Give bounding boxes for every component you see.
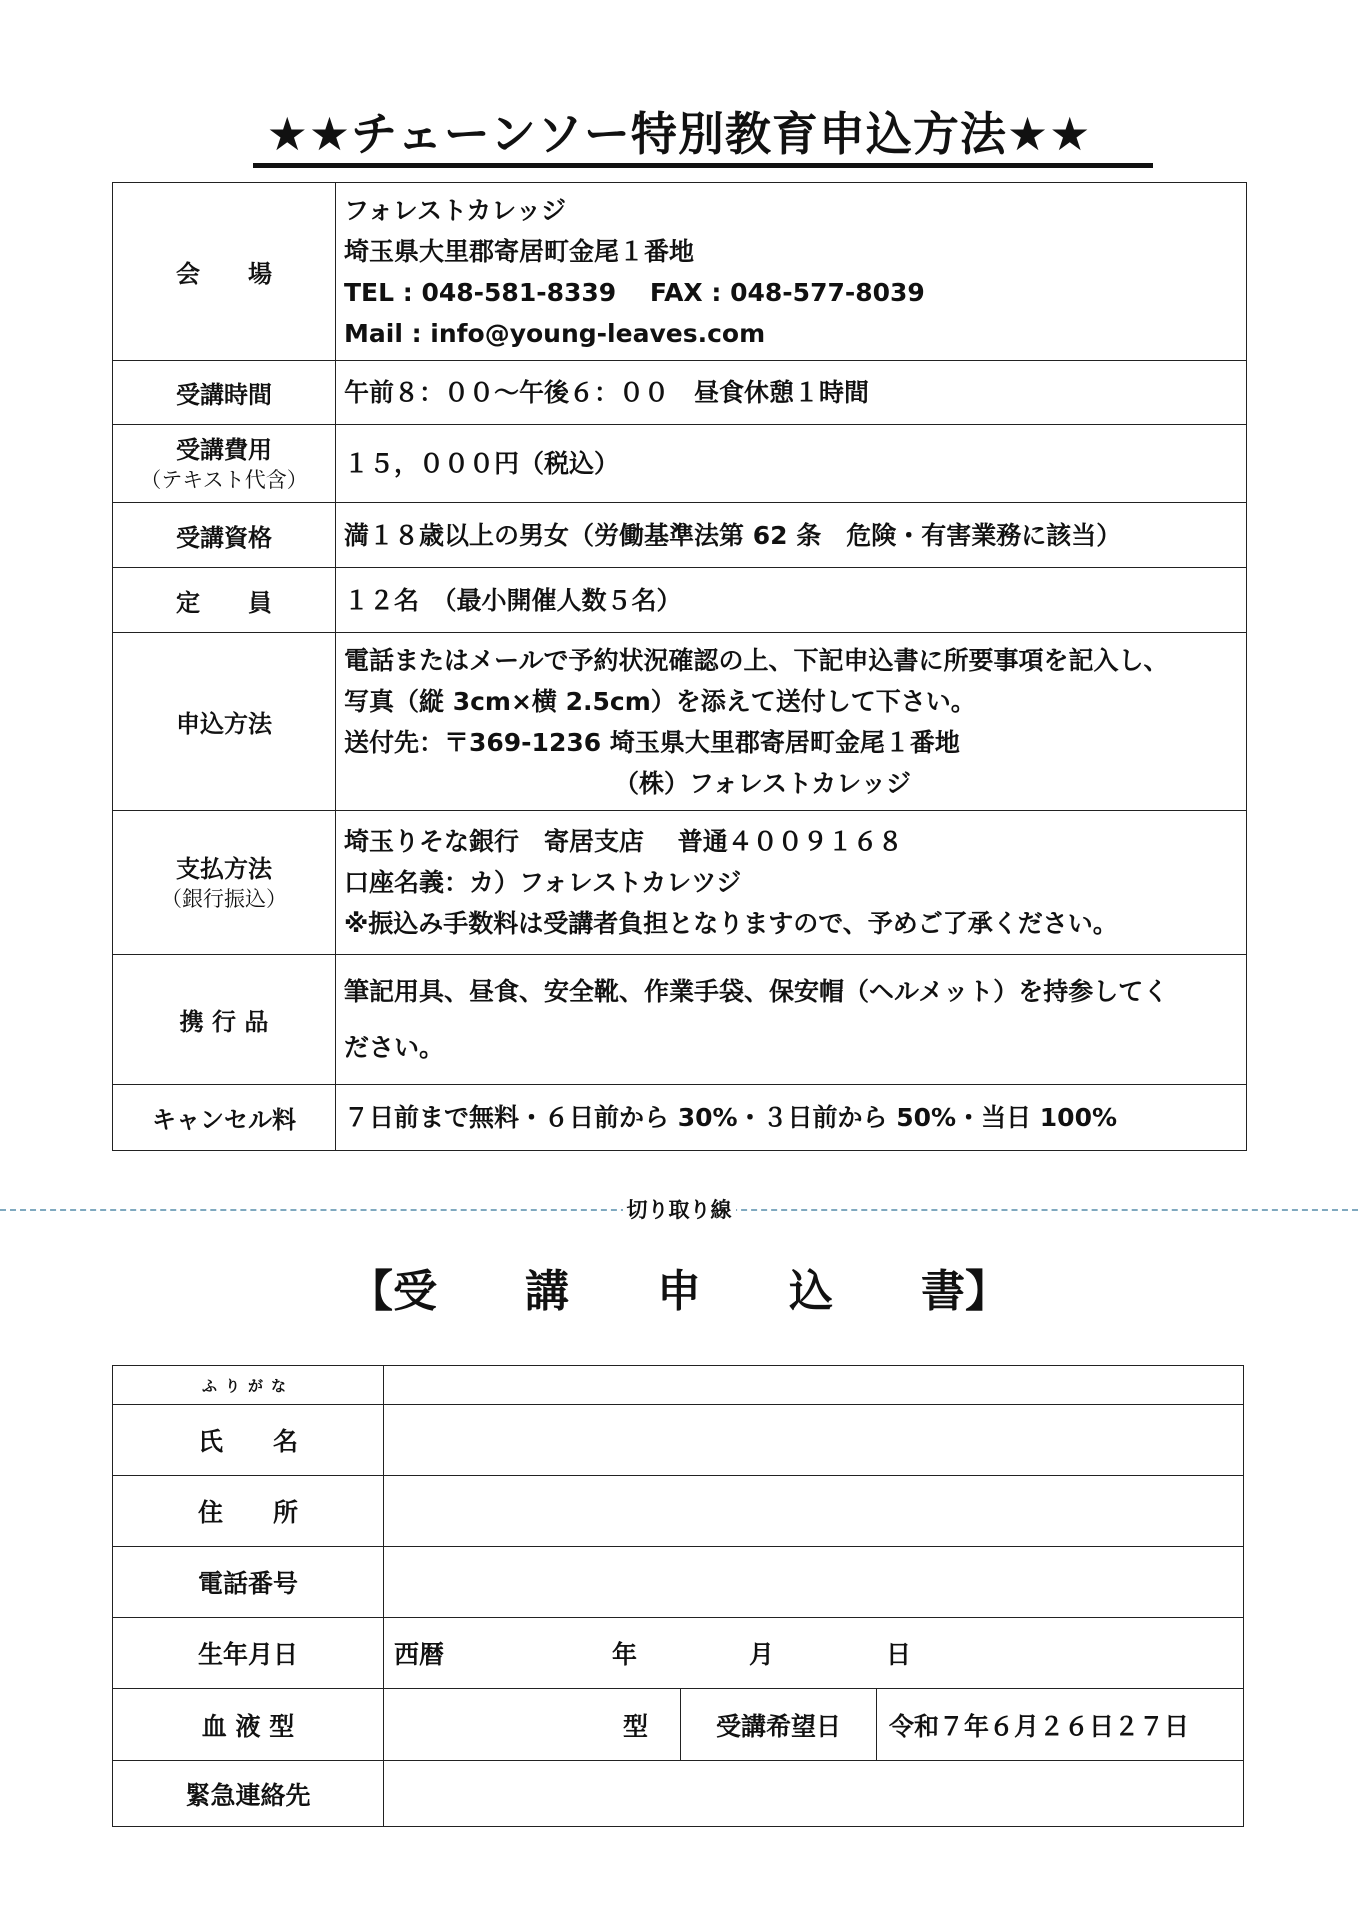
address-row: [113, 1476, 1244, 1547]
application-value: [336, 633, 1247, 811]
venue-mail: Mail : info@young-leaves.com: [344, 318, 766, 348]
name-row: [113, 1405, 1244, 1476]
capacity-value: １２名 （最小開催人数５名）: [336, 568, 1247, 633]
blood-type-label: 血 液 型: [113, 1689, 384, 1761]
cancellation-row: [113, 1085, 1247, 1151]
venue-row: [113, 183, 1247, 361]
payment-bank: 埼玉りそな銀行 寄居支店 普通４００９１６８: [344, 827, 903, 856]
cut-line-text: 切り取り線: [623, 1198, 736, 1222]
payment-account-name: 口座名義：カ）フォレストカレツジ: [344, 868, 742, 897]
payment-label: 支払方法: [176, 854, 272, 883]
application-label: 申込方法: [113, 633, 336, 811]
furigana-label: ふりがな: [113, 1366, 384, 1405]
hours-row: [113, 361, 1247, 425]
birthdate-era: 西暦: [394, 1640, 445, 1669]
belongings-label: 携 行 品: [113, 955, 336, 1085]
address-label: 住 所: [113, 1476, 384, 1547]
fee-label-cell: [113, 425, 336, 503]
venue-name: フォレストカレッジ: [344, 195, 567, 225]
address-field[interactable]: [384, 1476, 1244, 1547]
birthdate-parts: [394, 1635, 1233, 1671]
payment-label-cell: [113, 811, 336, 955]
phone-row: [113, 1547, 1244, 1618]
belongings-line-2: ださい。: [344, 1032, 445, 1062]
fee-sublabel: （テキスト代含）: [140, 467, 308, 492]
application-line-1: 電話またはメールで予約状況確認の上、下記申込書に所要事項を記入し、: [344, 645, 1169, 675]
application-row: [113, 633, 1247, 811]
fee-value: １５，０００円（税込）: [336, 425, 1247, 503]
payment-fee-note: ※振込み手数料は受講者負担となりますので、予めご了承ください。: [344, 909, 1118, 938]
title-underline: [253, 163, 1153, 168]
birthdate-year-unit: 年: [612, 1640, 638, 1669]
venue-tel-fax: TEL : 048-581-8339 FAX : 048-577-8039: [344, 277, 925, 307]
name-field[interactable]: [384, 1405, 1244, 1476]
application-send-to: 送付先：〒369-1236 埼玉県大里郡寄居町金尾１番地: [344, 727, 960, 757]
payment-sublabel: （銀行振込）: [161, 886, 287, 911]
fee-label: 受講費用: [176, 435, 272, 464]
birthdate-row: [113, 1618, 1244, 1689]
phone-label: 電話番号: [113, 1547, 384, 1618]
emergency-contact-field[interactable]: [384, 1761, 1244, 1827]
blood-type-field[interactable]: [384, 1689, 681, 1760]
emergency-contact-label: 緊急連絡先: [113, 1761, 384, 1827]
capacity-row: [113, 568, 1247, 633]
hours-value: 午前８：００～午後６：００ 昼食休憩１時間: [336, 361, 1247, 425]
furigana-field[interactable]: [384, 1366, 1244, 1405]
application-form-table: [112, 1365, 1244, 1827]
fee-row: [113, 425, 1247, 503]
capacity-label: 定 員: [113, 568, 336, 633]
application-recipient: （株）フォレストカレッジ: [614, 768, 912, 798]
qualification-label: 受講資格: [113, 503, 336, 568]
belongings-row: [113, 955, 1247, 1085]
belongings-line-1: 筆記用具、昼食、安全靴、作業手袋、保安帽（ヘルメット）を持参してく: [344, 976, 1169, 1006]
desired-date-label: 受講希望日: [681, 1689, 877, 1760]
birthdate-month-unit: 月: [749, 1640, 775, 1669]
cancellation-label: キャンセル料: [113, 1085, 336, 1151]
desired-date-value: 令和７年６月２６日２７日: [889, 1711, 1190, 1741]
blood-and-date-cell: [384, 1689, 1244, 1761]
application-line-2: 写真（縦 3cm×横 2.5cm）を添えて送付して下さい。: [344, 686, 976, 716]
course-info-table: [112, 182, 1247, 1151]
phone-field[interactable]: [384, 1547, 1244, 1618]
venue-label: 会 場: [113, 183, 336, 361]
venue-address: 埼玉県大里郡寄居町金尾１番地: [344, 236, 695, 266]
belongings-value: [336, 955, 1247, 1085]
payment-row: [113, 811, 1247, 955]
blood-and-date-row: [113, 1689, 1244, 1761]
blood-type-suffix: 型: [622, 1711, 648, 1741]
page-title: ★★チェーンソー特別教育申込方法★★: [266, 107, 1092, 161]
blood-and-date-subtable: [384, 1689, 1243, 1760]
application-form-title: 【受 講 申 込 書】: [349, 1266, 1009, 1317]
name-label: 氏 名: [113, 1405, 384, 1476]
qualification-value: 満１８歳以上の男女（労働基準法第 62 条 危険・有害業務に該当）: [336, 503, 1247, 568]
cut-line-label: [0, 1194, 1358, 1224]
venue-value: [336, 183, 1247, 361]
birthdate-label: 生年月日: [113, 1618, 384, 1689]
furigana-row: [113, 1366, 1244, 1405]
cancellation-value: ７日前まで無料・６日前から 30%・３日前から 50%・当日 100%: [336, 1085, 1247, 1151]
emergency-row: [113, 1761, 1244, 1827]
qualification-row: [113, 503, 1247, 568]
birthdate-day-unit: 日: [886, 1640, 912, 1669]
payment-value: [336, 811, 1247, 955]
hours-label: 受講時間: [113, 361, 336, 425]
birthdate-field[interactable]: [384, 1618, 1244, 1689]
